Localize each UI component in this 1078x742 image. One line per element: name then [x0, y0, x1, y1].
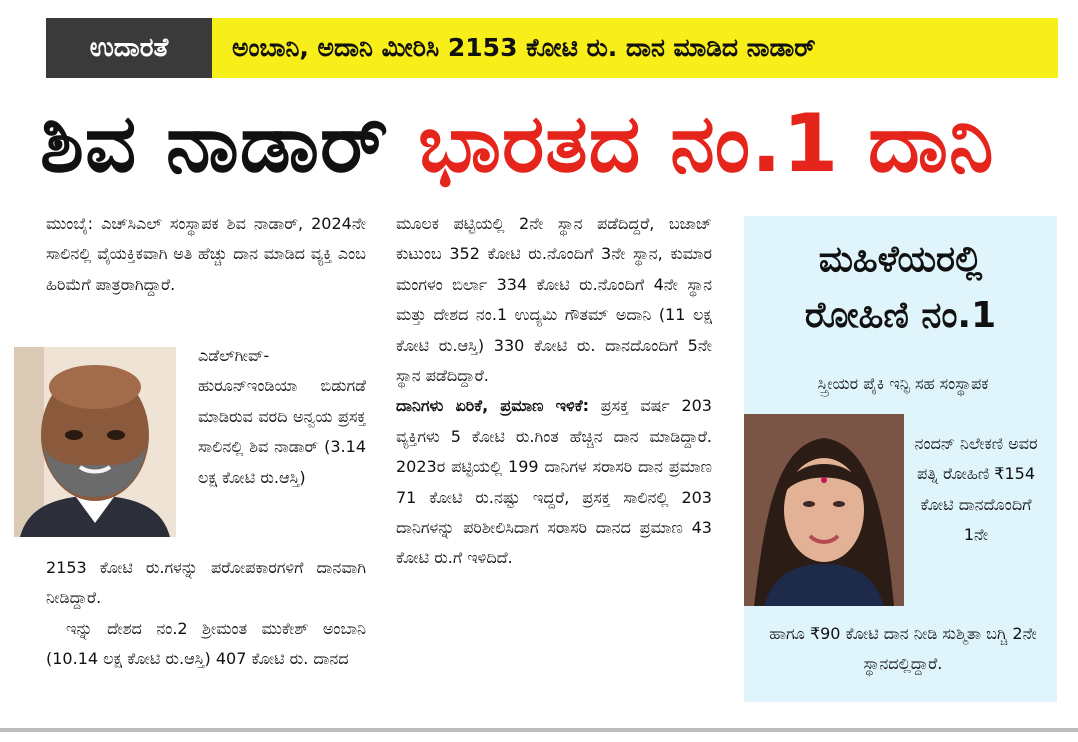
section-tag: ಉದಾರತೆ [46, 18, 212, 78]
rohini-nilekani-photo [744, 414, 904, 606]
headline-banner [46, 18, 1058, 78]
bottom-rule [0, 728, 1078, 732]
article-subhead: ದಾನಿಗಳು ಏರಿಕೆ, ಪ್ರಮಾಣ ಇಳಿಕೆ: [396, 396, 589, 416]
article-col1-wrap [198, 341, 366, 493]
shiv-nadar-photo [14, 347, 176, 537]
sidebar-text-narrow [912, 429, 1040, 551]
headline-title: ಭಾರತದ ನಂ.1 ದಾನಿ [418, 97, 995, 190]
portrait-image [14, 347, 176, 537]
article-col1-bottom [46, 553, 366, 675]
article-col2 [396, 209, 712, 574]
sidebar-paragraph: ಹಾಗೂ ₹90 ಕೋಟಿ ದಾನ ನೀಡಿ ಸುಶ್ಮಿತಾ ಬಗ್ಚಿ 2ನೇ ಸ್ಥಾನದಲ್ಲಿದ್ದಾರೆ. [769, 624, 1037, 674]
portrait-image [744, 414, 904, 606]
sidebar-title-line: ಮಹಿಳೆಯರಲ್ಲಿ [818, 239, 983, 280]
article-col1-top [46, 209, 366, 300]
sidebar-title-line: ರೋಹಿಣಿ ನಂ.1 [804, 295, 997, 336]
sidebar-intro: ಸ್ತ್ರೀಯರ ಪೈಕಿ ಇನ್ಫಿ ಸಹ ಸಂಸ್ಥಾಪಕ [817, 374, 989, 393]
article-paragraph: 2153 ಕೋಟಿ ರು.ಗಳನ್ನು ಪರೋಪಕಾರಗಳಿಗೆ ದಾನವಾಗಿ ನೀಡಿದ್ದಾರೆ. [46, 558, 366, 608]
main-headline [40, 88, 1060, 200]
banner-kicker: ಅಂಬಾನಿ, ಅದಾನಿ ಮೀರಿಸಿ 2153 ಕೋಟಿ ರು. ದಾನ ಮಾಡಿದ ನಾಡಾರ್ [232, 33, 816, 62]
sidebar-box [744, 216, 1057, 702]
sidebar-title [744, 232, 1057, 344]
sidebar-text-bottom [760, 619, 1046, 680]
article-paragraph: ಇನ್ನು ದೇಶದ ನಂ.2 ಶ್ರೀಮಂತ ಮುಕೇಶ್ ಅಂಬಾನಿ (10.14 ಲಕ್ಷ ಕೋಟಿ ರು.ಆಸ್ತಿ) 407 ಕೋಟಿ ರು. ದಾನದ [46, 618, 366, 669]
headline-name: ಶಿವ ನಾಡಾರ್ [40, 97, 390, 190]
article-paragraph: ಮೂಲಕ ಪಟ್ಟಿಯಲ್ಲಿ 2ನೇ ಸ್ಥಾನ ಪಡೆದಿದ್ದರೆ, ಬಜಾಜ್ ಕುಟುಂಬ 352 ಕೋಟಿ ರು.ನೊಂದಿಗೆ 3ನೇ ಸ್ಥಾನ, ಕುಮಾರ ಮಂಗಳಂ ಬಿರ್ಲಾ 334 ಕೋಟಿ ರು.ನೊಂದಿಗೆ 4ನೇ ಸ್ಥಾನ ಮತ್ತು ದೇಶದ ನಂ.1 ಉದ್ಯಮಿ ಗೌತಮ್ ಅದಾನಿ (11 ಲಕ್ಷ ಕೋಟಿ ರು.ಆಸ್ತಿ) 330 ಕೋಟಿ ರು. ದಾನದೊಂದಿಗೆ 5ನೇ ಸ್ಥಾನ ಪಡೆದಿದ್ದಾರೆ. [396, 214, 712, 386]
sidebar-paragraph: ನಂದನ್ ನಿಲೇಕಣಿ ಅವರ ಪತ್ನಿ ರೋಹಿಣಿ ₹154 ಕೋಟಿ ದಾನದೊಂದಿಗೆ 1ನೇ [914, 434, 1038, 545]
article-paragraph: ಪ್ರಸಕ್ತ ವರ್ಷ 203 ವ್ಯಕ್ತಿಗಳು 5 ಕೋಟಿ ರು.ಗಿಂತ ಹೆಚ್ಚಿನ ದಾನ ಮಾಡಿದ್ದಾರೆ. 2023ರ ಪಟ್ಟಿಯಲ್ಲಿ 199 ದಾನಿಗಳ ಸರಾಸರಿ ದಾನ ಪ್ರಮಾಣ 71 ಕೋಟಿ ರು.ನಷ್ಟು ಇದ್ದರೆ, ಪ್ರಸಕ್ತ ಸಾಲಿನಲ್ಲಿ 203 ದಾನಿಗಳನ್ನು ಪರಿಶೀಲಿಸಿದಾಗ ಸರಾಸರಿ ದಾನದ ಪ್ರಮಾಣ 43 ಕೋಟಿ ರು.ಗೆ ಇಳಿದಿದೆ. [396, 396, 712, 568]
article-paragraph: ಮುಂಬೈ: ಎಚ್‌ಸಿಎಲ್ ಸಂಸ್ಥಾಪಕ ಶಿವ ನಾಡಾರ್, 2024ನೇ ಸಾಲಿನಲ್ಲಿ ವೈಯಕ್ತಿಕವಾಗಿ ಅತಿ ಹೆಚ್ಚು ದಾನ ಮಾಡಿದ ವ್ಯಕ್ತಿ ಎಂಬ ಹಿರಿಮೆಗೆ ಪಾತ್ರರಾಗಿದ್ದಾರೆ. [46, 214, 366, 294]
article-paragraph: ಎಡೆಲ್‌ಗೀವ್-ಹುರೂನ್‌ಇಂಡಿಯಾ ಬಿಡುಗಡೆ ಮಾಡಿರುವ ವರದಿ ಅನ್ವಯ ಪ್ರಸಕ್ತ ಸಾಲಿನಲ್ಲಿ ಶಿವ ನಾಡಾರ್ (3.14 ಲಕ್ಷ ಕೋಟಿ ರು.ಆಸ್ತಿ) [198, 346, 366, 487]
